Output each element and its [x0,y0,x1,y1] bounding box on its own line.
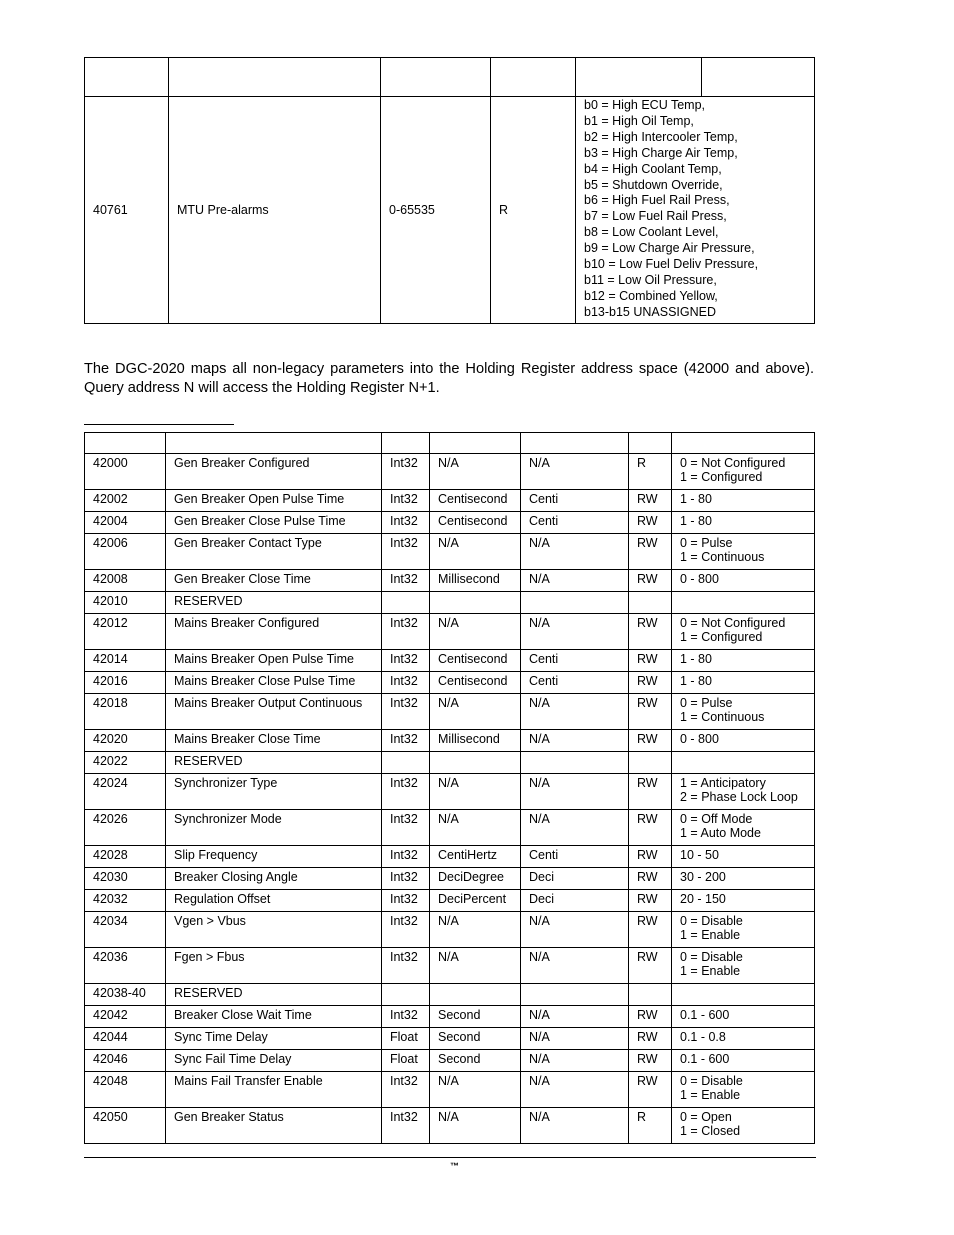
range-cell: 0 = Pulse 1 = Continuous [672,534,815,570]
range-cell: 0.1 - 600 [672,1006,815,1028]
access-cell: R [629,1108,672,1144]
type-cell: Int32 [382,846,430,868]
range-cell: 1 = Anticipatory 2 = Phase Lock Loop [672,774,815,810]
address-cell: 42014 [85,650,166,672]
type-cell: Int32 [382,454,430,490]
scale-cell: N/A [521,730,629,752]
type-cell [382,592,430,614]
name-cell: MTU Pre-alarms [169,97,381,324]
access-cell [629,592,672,614]
address-cell: 42002 [85,490,166,512]
type-cell: Int32 [382,534,430,570]
units-cell: N/A [430,614,521,650]
table-row [85,1028,815,1050]
name-cell: RESERVED [166,592,382,614]
units-cell: N/A [430,694,521,730]
table-row [85,570,815,592]
range-cell: 0 = Disable 1 = Enable [672,912,815,948]
name-cell: Gen Breaker Close Time [166,570,382,592]
table-row [85,650,815,672]
units-cell: Centisecond [430,672,521,694]
type-cell: Int32 [382,570,430,592]
name-cell: Gen Breaker Contact Type [166,534,382,570]
units-cell: N/A [430,1072,521,1108]
units-cell [430,592,521,614]
scale-cell: N/A [521,1108,629,1144]
type-cell: Int32 [382,912,430,948]
table-row [85,948,815,984]
holding-register-table [84,432,815,1144]
type-cell: Float [382,1050,430,1072]
address-cell: 42016 [85,672,166,694]
address-cell: 42012 [85,614,166,650]
access-cell: RW [629,912,672,948]
name-cell: Synchronizer Type [166,774,382,810]
address-cell: 42020 [85,730,166,752]
name-cell: Sync Fail Time Delay [166,1050,382,1072]
table-row [85,890,815,912]
footer-rule [84,1157,816,1158]
access-cell: RW [629,1006,672,1028]
access-cell: RW [629,1072,672,1108]
address-cell: 42006 [85,534,166,570]
address-cell: 42026 [85,810,166,846]
scale-cell: Centi [521,650,629,672]
range-cell: 1 - 80 [672,650,815,672]
type-cell [382,752,430,774]
address-cell: 42010 [85,592,166,614]
scale-cell: N/A [521,948,629,984]
scale-cell: Centi [521,490,629,512]
scale-cell: N/A [521,614,629,650]
scale-cell: Centi [521,672,629,694]
units-cell: Second [430,1006,521,1028]
table-row [85,1006,815,1028]
scale-cell: Deci [521,868,629,890]
type-cell: Int32 [382,730,430,752]
units-cell: Millisecond [430,730,521,752]
table-row [85,512,815,534]
scale-cell: N/A [521,1028,629,1050]
access-cell: RW [629,672,672,694]
table-row [85,694,815,730]
type-cell: Int32 [382,890,430,912]
scale-cell: N/A [521,810,629,846]
type-cell: Int32 [382,810,430,846]
scale-cell: N/A [521,1050,629,1072]
table-row [85,1108,815,1144]
units-cell: Centisecond [430,512,521,534]
type-cell: Int32 [382,694,430,730]
type-cell: Int32 [382,614,430,650]
address-cell: 42050 [85,1108,166,1144]
access-cell: RW [629,1028,672,1050]
scale-cell: N/A [521,454,629,490]
units-cell: Millisecond [430,570,521,592]
header-cell [169,58,381,97]
name-cell: Fgen > Fbus [166,948,382,984]
name-cell: Mains Breaker Close Pulse Time [166,672,382,694]
units-cell: N/A [430,948,521,984]
table-row [85,614,815,650]
range-cell: 0 = Pulse 1 = Continuous [672,694,815,730]
type-cell [382,984,430,1006]
scale-cell: Deci [521,890,629,912]
address-cell: 42028 [85,846,166,868]
name-cell: Breaker Close Wait Time [166,1006,382,1028]
table-row [85,912,815,948]
table-row [85,984,815,1006]
scale-cell: N/A [521,694,629,730]
header-cell [382,433,430,454]
name-cell: Mains Breaker Close Time [166,730,382,752]
type-cell: Int32 [382,868,430,890]
address-cell: 42044 [85,1028,166,1050]
units-cell: N/A [430,1108,521,1144]
address-cell: 42030 [85,868,166,890]
name-cell: RESERVED [166,984,382,1006]
type-cell: Int32 [382,650,430,672]
access-cell: RW [629,512,672,534]
table-row [85,454,815,490]
table-row [85,752,815,774]
range-cell: 0 = Not Configured 1 = Configured [672,614,815,650]
address-cell: 42004 [85,512,166,534]
address-cell: 42022 [85,752,166,774]
table-row [85,1072,815,1108]
name-cell: Vgen > Vbus [166,912,382,948]
table-row [85,774,815,810]
units-cell: N/A [430,534,521,570]
name-cell: Slip Frequency [166,846,382,868]
units-cell: CentiHertz [430,846,521,868]
table-row [85,592,815,614]
header-cell [85,58,169,97]
table-row [85,97,815,324]
range-cell: 1 - 80 [672,672,815,694]
range-cell: 0.1 - 600 [672,1050,815,1072]
access-cell [629,752,672,774]
range-cell [672,984,815,1006]
body-paragraph: The DGC-2020 maps all non-legacy parameters into the Holding Register address space (42000 and above). Query address N will access the Holding Register N+1. [84,361,814,396]
name-cell: Gen Breaker Configured [166,454,382,490]
access-cell: RW [629,694,672,730]
scale-cell: N/A [521,570,629,592]
access-cell: RW [629,846,672,868]
units-cell: N/A [430,810,521,846]
access-cell: R [491,97,576,324]
access-cell: RW [629,1050,672,1072]
name-cell: RESERVED [166,752,382,774]
range-cell [672,752,815,774]
address-cell: 42038-40 [85,984,166,1006]
scale-cell: N/A [521,1006,629,1028]
address-cell: 42036 [85,948,166,984]
header-cell [166,433,382,454]
header-cell [576,58,702,97]
name-cell: Mains Breaker Output Continuous [166,694,382,730]
name-cell: Breaker Closing Angle [166,868,382,890]
units-cell: N/A [430,454,521,490]
address-cell: 42032 [85,890,166,912]
table-header-row [85,433,815,454]
header-cell [629,433,672,454]
address-cell: 42046 [85,1050,166,1072]
type-cell: Float [382,1028,430,1050]
scale-cell: Centi [521,512,629,534]
address-cell: 42042 [85,1006,166,1028]
range-cell: 10 - 50 [672,846,815,868]
scale-cell [521,592,629,614]
scale-cell: N/A [521,912,629,948]
scale-cell: N/A [521,1072,629,1108]
scale-cell: N/A [521,534,629,570]
access-cell: RW [629,614,672,650]
name-cell: Gen Breaker Open Pulse Time [166,490,382,512]
access-cell: RW [629,868,672,890]
legacy-register-table [84,57,815,324]
name-cell: Gen Breaker Status [166,1108,382,1144]
access-cell [629,984,672,1006]
range-cell: 0 - 800 [672,730,815,752]
address-cell: 42034 [85,912,166,948]
table-row [85,730,815,752]
header-cell [702,58,815,97]
header-cell [491,58,576,97]
name-cell: Mains Fail Transfer Enable [166,1072,382,1108]
range-cell: 0 = Disable 1 = Enable [672,948,815,984]
header-cell [521,433,629,454]
table-row [85,868,815,890]
type-cell: Int32 [382,774,430,810]
access-cell: RW [629,730,672,752]
table-row [85,534,815,570]
units-cell: Second [430,1028,521,1050]
range-cell: 1 - 80 [672,512,815,534]
range-cell: 0 = Not Configured 1 = Configured [672,454,815,490]
access-cell: RW [629,490,672,512]
name-cell: Gen Breaker Close Pulse Time [166,512,382,534]
type-cell: Int32 [382,672,430,694]
table-row [85,1050,815,1072]
header-cell [672,433,815,454]
range-cell: 30 - 200 [672,868,815,890]
range-cell: 0-65535 [381,97,491,324]
range-cell: 0 = Off Mode 1 = Auto Mode [672,810,815,846]
type-cell: Int32 [382,1072,430,1108]
scale-cell [521,752,629,774]
access-cell: R [629,454,672,490]
table-row [85,672,815,694]
range-cell: 0 - 800 [672,570,815,592]
table-row [85,810,815,846]
name-cell: Regulation Offset [166,890,382,912]
address-cell: 40761 [85,97,169,324]
table-row [85,846,815,868]
type-cell: Int32 [382,1108,430,1144]
access-cell: RW [629,774,672,810]
units-cell: DeciDegree [430,868,521,890]
section-underline [84,424,234,425]
type-cell: Int32 [382,948,430,984]
access-cell: RW [629,534,672,570]
range-cell: 20 - 150 [672,890,815,912]
units-cell: Second [430,1050,521,1072]
range-cell: 0 = Disable 1 = Enable [672,1072,815,1108]
scale-cell: N/A [521,774,629,810]
address-cell: 42048 [85,1072,166,1108]
access-cell: RW [629,948,672,984]
access-cell: RW [629,570,672,592]
units-cell: Centisecond [430,650,521,672]
scale-cell: Centi [521,846,629,868]
header-cell [381,58,491,97]
units-cell [430,984,521,1006]
address-cell: 42000 [85,454,166,490]
address-cell: 42008 [85,570,166,592]
header-cell [430,433,521,454]
name-cell: Sync Time Delay [166,1028,382,1050]
description-cell: b0 = High ECU Temp, b1 = High Oil Temp, b2 = High Intercooler Temp, b3 = High Charge Air Temp, b4 = High Coolant Temp, b5 = Shutdown Override, b6 = High Fuel Rail Press, b7 = Low Fuel Rail Press, b8 = Low Coolant Level, b9 = Low Charge Air Pressure, b10 = Low Fuel Deliv Pressure, b11 = Low Oil Pressure, b12 = Combined Yellow, b13-b15 UNASSIGNED [576,97,815,324]
range-cell [672,592,815,614]
access-cell: RW [629,810,672,846]
units-cell [430,752,521,774]
units-cell: N/A [430,912,521,948]
range-cell: 0.1 - 0.8 [672,1028,815,1050]
range-cell: 1 - 80 [672,490,815,512]
access-cell: RW [629,650,672,672]
trademark-symbol: ™ [450,1161,459,1171]
name-cell: Mains Breaker Open Pulse Time [166,650,382,672]
header-cell [85,433,166,454]
units-cell: Centisecond [430,490,521,512]
address-cell: 42024 [85,774,166,810]
type-cell: Int32 [382,490,430,512]
type-cell: Int32 [382,1006,430,1028]
range-cell: 0 = Open 1 = Closed [672,1108,815,1144]
units-cell: N/A [430,774,521,810]
address-cell: 42018 [85,694,166,730]
table-row [85,490,815,512]
access-cell: RW [629,890,672,912]
name-cell: Mains Breaker Configured [166,614,382,650]
scale-cell [521,984,629,1006]
type-cell: Int32 [382,512,430,534]
table-header-row [85,58,815,97]
units-cell: DeciPercent [430,890,521,912]
name-cell: Synchronizer Mode [166,810,382,846]
